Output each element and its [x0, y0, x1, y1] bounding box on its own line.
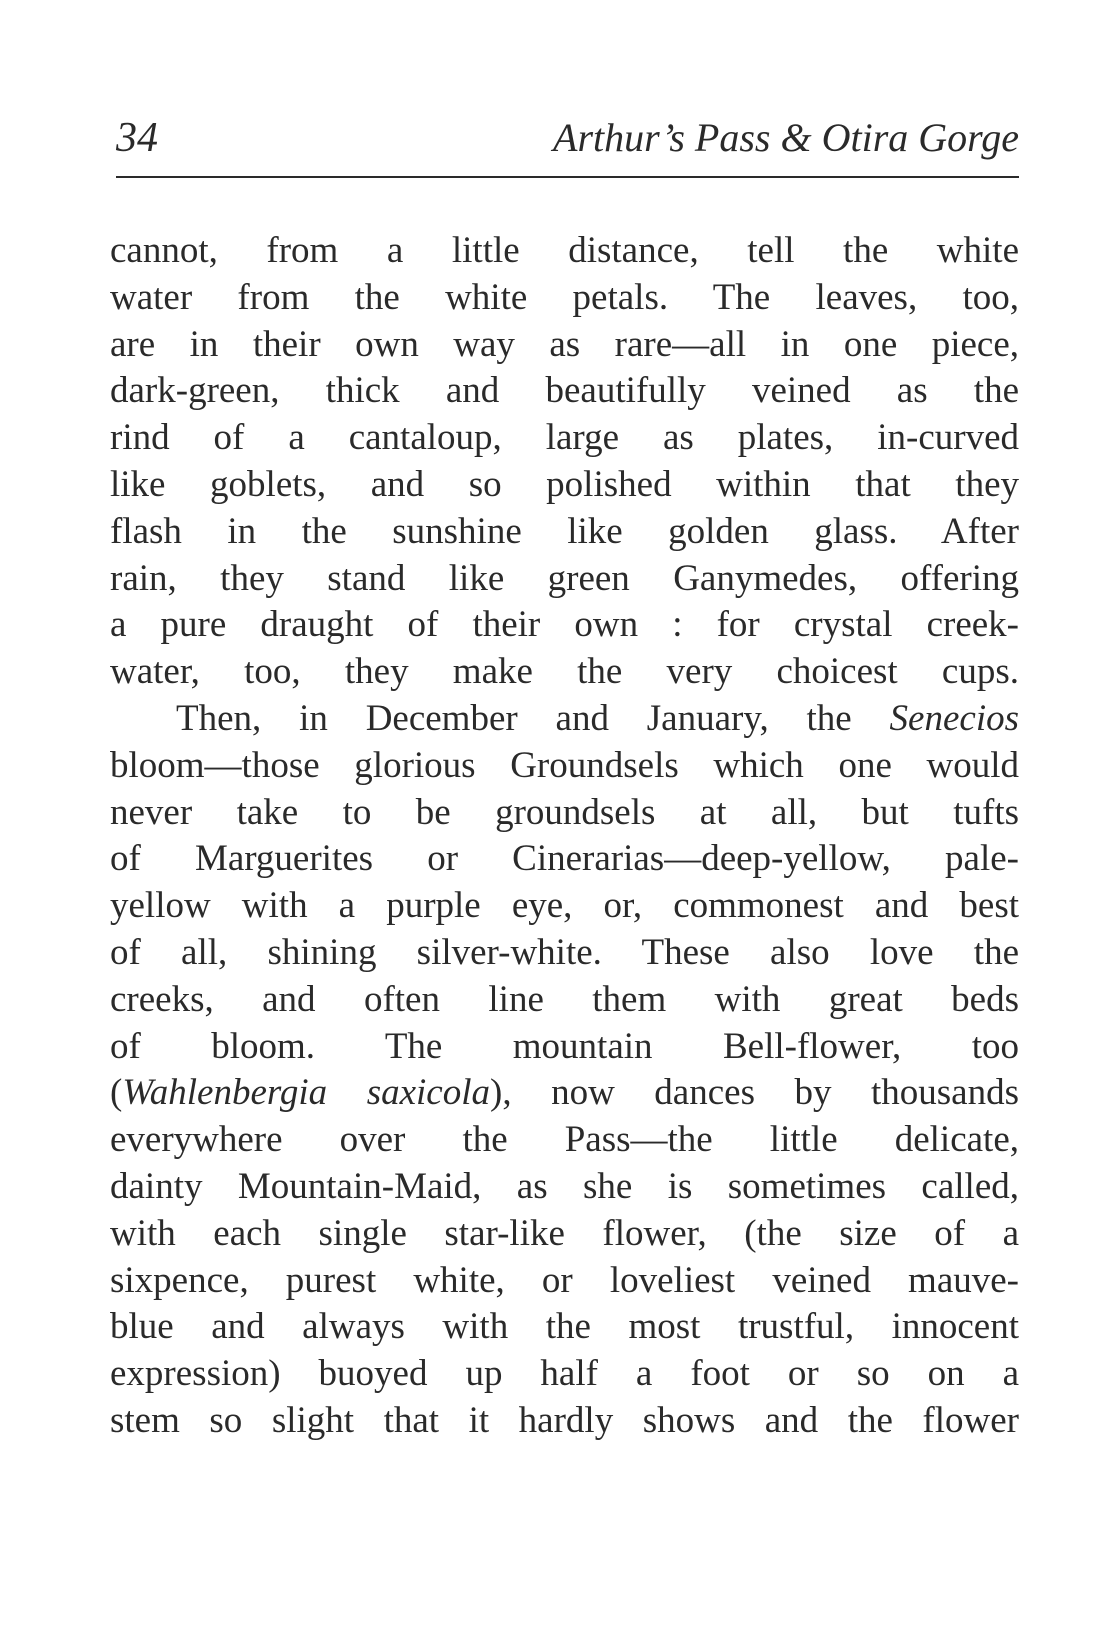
text-line: a pure draught of their own : for crystal creek-	[110, 604, 1019, 646]
text-line: sixpence, purest white, or loveliest veined mauve-	[110, 1259, 1019, 1301]
header-rule	[116, 176, 1019, 178]
italic-term: Senecios	[889, 697, 1019, 739]
text-line: rain, they stand like green Ganymedes, offering	[110, 557, 1019, 599]
text-line: rind of a cantaloup, large as plates, in-curved	[110, 417, 1019, 459]
line-text: ), now dances by thousands	[490, 1072, 1019, 1114]
text-line: cannot, from a little distance, tell the white	[110, 230, 1019, 271]
text-line: of bloom. The mountain Bell-flower, too	[110, 1025, 1019, 1067]
page-header	[116, 108, 1019, 168]
line-text: Then, in December and January, the	[176, 697, 890, 739]
line-text: (	[110, 1072, 123, 1114]
text-line: blue and always with the most trustful, innocent	[110, 1306, 1019, 1348]
text-line: of all, shining silver-white. These also love the	[110, 931, 1019, 973]
text-line: expression) buoyed up half a foot or so on a	[110, 1353, 1019, 1395]
page-number: 34	[116, 115, 158, 161]
text-line: yellow with a purple eye, or, commonest and best	[110, 885, 1019, 927]
text-line: stem so slight that it hardly shows and the flower	[110, 1399, 1019, 1441]
text-line: water from the white petals. The leaves, too,	[110, 276, 1019, 318]
text-line: like goblets, and so polished within that they	[110, 463, 1019, 505]
text-line	[110, 1070, 1019, 1117]
text-line: dainty Mountain-Maid, as she is sometimes called,	[110, 1165, 1019, 1207]
text-line: creeks, and often line them with great beds	[110, 978, 1019, 1020]
italic-term: Wahlenbergia saxicola	[122, 1072, 490, 1114]
text-line: flash in the sunshine like golden glass. After	[110, 510, 1019, 552]
text-line: are in their own way as rare—all in one piece,	[110, 323, 1019, 365]
running-title: Arthur’s Pass & Otira Gorge	[553, 115, 1019, 160]
text-line: of Marguerites or Cinerarias—deep-yellow, pale-	[110, 838, 1019, 880]
text-line: water, too, they make the very choicest cups.	[110, 651, 1019, 693]
text-line: dark-green, thick and beautifully veined as the	[110, 370, 1019, 412]
text-line: bloom—those glorious Groundsels which one would	[110, 744, 1019, 786]
body-text	[110, 228, 1019, 1445]
text-line: never take to be groundsels at all, but tufts	[110, 791, 1019, 833]
text-line	[110, 696, 1019, 743]
text-line: everywhere over the Pass—the little delicate,	[110, 1119, 1019, 1161]
text-line: with each single star-like flower, (the size of a	[110, 1212, 1019, 1254]
